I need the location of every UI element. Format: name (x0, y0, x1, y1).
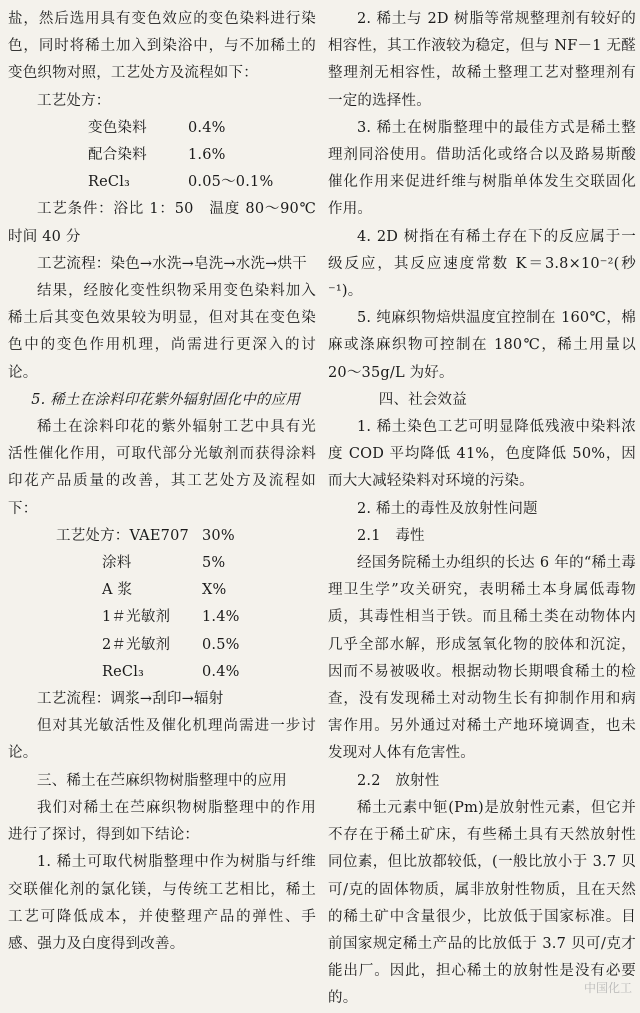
recipe-value: 0.4% (202, 663, 240, 680)
paragraph: 5. 纯麻织物焙烘温度宜控制在 160℃，棉麻或涤麻织物可控制在 180℃，稀土用量以 20～35g/L 为好。 (328, 310, 636, 381)
paragraph: 3. 稀土在树脂整理中的最佳方式是稀土整理剂同浴使用。借助活化或络合以及路易斯酸催化作用来促进纤维与树脂单体发生交联固化作用。 (328, 119, 636, 218)
watermark: 中国化工 (583, 981, 632, 995)
recipe-title: 工艺处方： (37, 92, 111, 109)
paragraph: 结果，经胺化变性织物采用变色染料加入稀土后其变色效果较为明显，但对其在变色染色中的变色作用机理，尚需进行更深入的讨论。 (8, 283, 316, 381)
recipe-key: 配合染料 (88, 147, 147, 164)
recipe-value: 30% (202, 527, 235, 544)
sub-sub-heading: 2.2 放射性 (357, 772, 440, 789)
process-conditions: 工艺条件：浴比 1：50 温度 80～90℃ 时间 40 分 (8, 201, 331, 245)
paragraph: 稀土元素中钷(Pm)是放射性元素，但它并不存在于稀土矿床，有些稀土具有天然放射性同位素，但比放都较低，(一般比放小于 3.7 贝可/克的固体物质，属非放射性物质，且在天然的稀土矿中含量很少，比放低于国家标准。目前国家规定稀土产品的比放低于 3.7 贝可/克才能出厂。因此，担心稀土的放射性是没有必要的。 (328, 799, 636, 1007)
recipe-key: 工艺处方：VAE707 (56, 527, 189, 544)
section-heading: 5. 稀土在涂料印花紫外辐射固化中的应用 (31, 391, 301, 408)
recipe-row (8, 577, 316, 604)
recipe-row (8, 115, 316, 142)
recipe-key: ReCl₃ (88, 174, 131, 191)
right-column (328, 6, 636, 1007)
sub-heading: 2. 稀土的毒性及放射性问题 (357, 500, 538, 517)
recipe-value: X% (202, 582, 227, 599)
recipe-row (8, 659, 316, 686)
recipe-value: 0.4% (188, 119, 226, 136)
recipe-value: 5% (202, 555, 226, 572)
process-flow: 工艺流程：调浆→刮印→辐射 (37, 691, 224, 708)
recipe-row (8, 632, 316, 659)
paragraph: 经国务院稀土办组织的长达 6 年的“稀土毒理卫生学”攻关研究，表明稀土本身属低毒物质，其毒性相当于铁。而且稀土类在动物体内几乎全部水解，形成氢氧化物的胶体和沉淀，因而不易被吸收。根据动物长期喂食稀土的检查，没有发现稀土对动物生长有抑制作用和病害作用。另外通过对稀土产地环境调查，也未发现对人体有危害性。 (328, 555, 636, 762)
recipe-key: 变色染料 (88, 119, 147, 136)
recipe-value: 1.4% (202, 609, 240, 626)
left-column (8, 6, 331, 1000)
recipe-value: 0.5% (202, 636, 240, 653)
recipe-row (8, 604, 316, 631)
recipe-key: A 浆 (102, 582, 133, 599)
paragraph: 1. 稀土可取代树脂整理中作为树脂与纤维交联催化剂的氯化镁，与传统工艺相比，稀土工艺可降低成本，并使整理产品的弹性、手感、强力及白度得到改善。 (8, 854, 316, 952)
recipe-key: 2＃光敏剂 (102, 636, 171, 653)
recipe-title: 工艺处方： (56, 527, 130, 544)
paragraph: 稀土在涂料印花的紫外辐射工艺中具有光活性催化作用，可取代部分光敏剂而获得涂料印花产品质量的改善，其工艺处方及流程如下： (8, 419, 316, 517)
section-heading: 四、社会效益 (378, 391, 467, 408)
recipe-row (8, 142, 316, 169)
recipe-value: 1.6% (188, 147, 226, 164)
paragraph: 1. 稀土染色工艺可明显降低残液中染料浓度 COD 平均降低 41%，色度降低 50%，因而大大减轻染料对环境的污染。 (328, 419, 636, 490)
recipe-row (8, 169, 316, 196)
recipe-key: 涂料 (102, 555, 132, 572)
paragraph: 4. 2D 树指在有稀土存在下的反应属于一级反应，其反应速度常数 K＝3.8×10⁻²(秒⁻¹)。 (328, 228, 636, 300)
recipe-value: 0.05～0.1% (188, 174, 274, 191)
paragraph: 2. 稀土与 2D 树脂等常规整理剂有较好的相容性，其工作液较为稳定，但与 NF－1 无醛整理剂无相容性，故稀土整理工艺对整理剂有一定的选择性。 (328, 11, 636, 109)
paragraph: 盐，然后选用具有变色效应的变色染料进行染色，同时将稀土加入到染浴中，与不加稀土的变色织物对照，工艺处方及流程如下： (8, 11, 316, 82)
process-flow: 工艺流程：染色→水洗→皂洗→水洗→烘干 (37, 255, 307, 272)
recipe-list (8, 115, 316, 197)
recipe-row (8, 550, 316, 577)
recipe-key: ReCl₃ (102, 663, 145, 680)
recipe-list (8, 523, 316, 686)
paragraph: 但对其光敏活性及催化机理尚需进一步讨论。 (8, 718, 316, 762)
recipe-key: 1＃光敏剂 (102, 609, 171, 626)
section-heading: 三、稀土在苎麻织物树脂整理中的应用 (37, 772, 287, 789)
paragraph: 我们对稀土在苎麻织物树脂整理中的作用进行了探讨，得到如下结论： (8, 799, 316, 844)
sub-sub-heading: 2.1 毒性 (357, 527, 425, 544)
recipe-row (8, 523, 316, 550)
